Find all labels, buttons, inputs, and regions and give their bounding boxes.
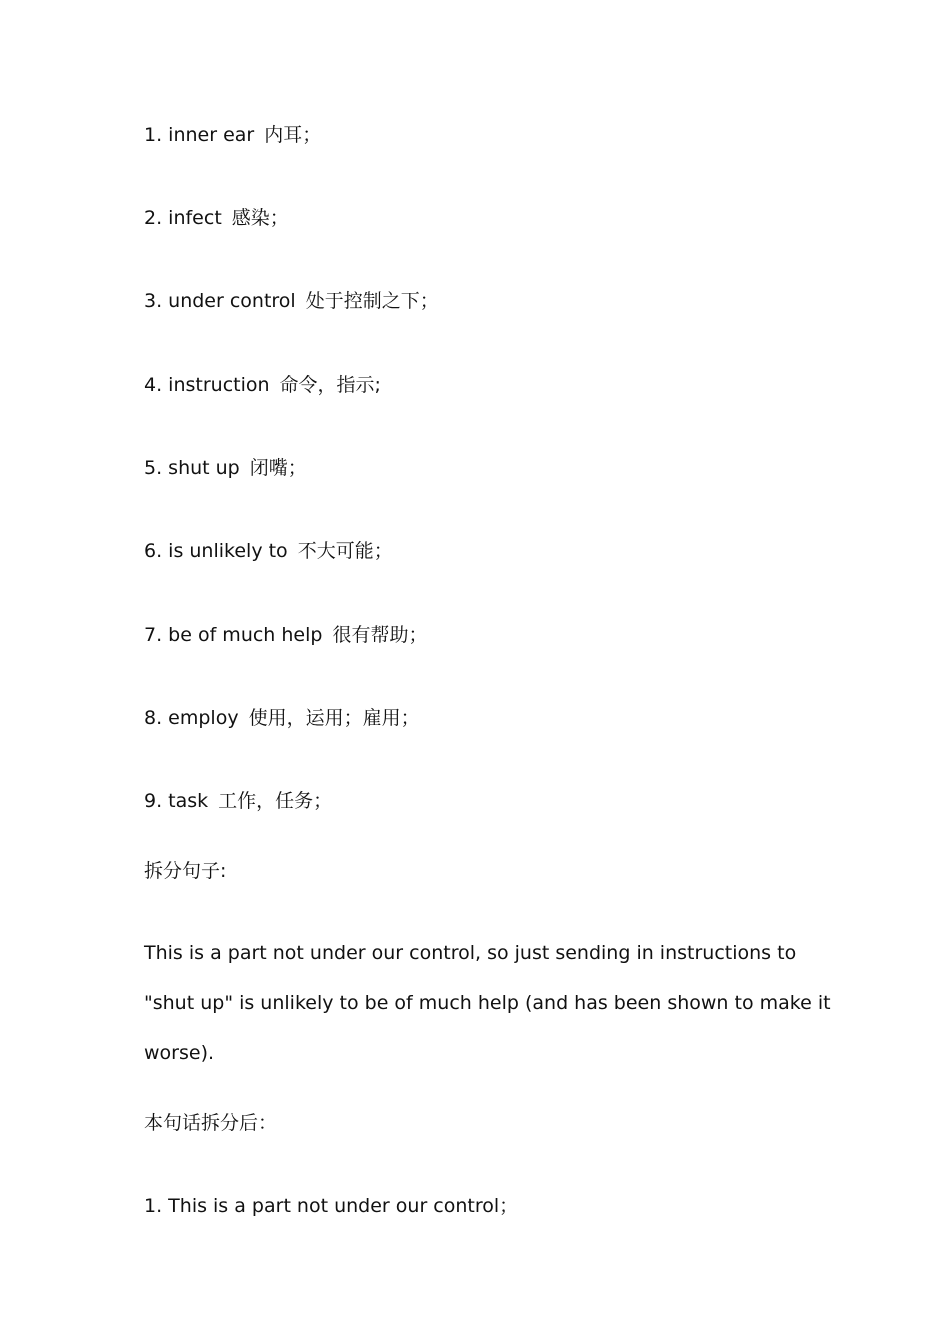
- sentence-line-2: "shut up" is unlikely to be of much help (and has been shown to make it: [144, 992, 831, 1014]
- vocab-item-4: [144, 372, 381, 398]
- vocab-item-9: [144, 788, 332, 814]
- split-item-1: 1. This is a part not under our control；: [144, 1195, 519, 1217]
- vocab-meaning: 命令，指示;: [279, 374, 381, 396]
- vocab-term: 5. shut up: [144, 457, 240, 479]
- vocab-meaning: 使用，运用；雇用；: [248, 707, 420, 729]
- vocab-meaning: 闭嘴；: [249, 457, 307, 479]
- vocab-meaning: 不大可能；: [297, 540, 393, 562]
- vocab-item-8: [144, 705, 420, 731]
- vocab-item-1: [144, 122, 321, 148]
- vocab-meaning: 内耳；: [264, 124, 322, 146]
- sentence-line-3: worse).: [144, 1042, 215, 1064]
- vocab-term: 1. inner ear: [144, 124, 255, 146]
- example-sentence: [144, 940, 831, 1070]
- vocab-item-6: [144, 538, 393, 564]
- vocab-meaning: 很有帮助；: [332, 624, 428, 646]
- vocab-term: 9. task: [144, 790, 209, 812]
- split-sentence-heading: 拆分句子:: [144, 860, 227, 882]
- vocab-item-3: [144, 288, 439, 314]
- vocab-term: 6. is unlikely to: [144, 540, 288, 562]
- vocab-term: 2. infect: [144, 207, 222, 229]
- vocab-meaning: 感染；: [231, 207, 289, 229]
- vocab-term: 7. be of much help: [144, 624, 323, 646]
- vocab-term: 3. under control: [144, 290, 296, 312]
- vocab-meaning: 处于控制之下；: [305, 290, 439, 312]
- vocab-meaning: 工作，任务；: [218, 790, 333, 812]
- vocab-term: 8. employ: [144, 707, 239, 729]
- sentence-line-1: This is a part not under our control, so just sending in instructions to: [144, 942, 797, 964]
- vocab-item-5: [144, 455, 307, 481]
- vocab-item-7: [144, 622, 427, 648]
- vocab-item-2: [144, 205, 289, 231]
- vocab-term: 4. instruction: [144, 374, 270, 396]
- after-split-heading: 本句话拆分后：: [144, 1112, 278, 1134]
